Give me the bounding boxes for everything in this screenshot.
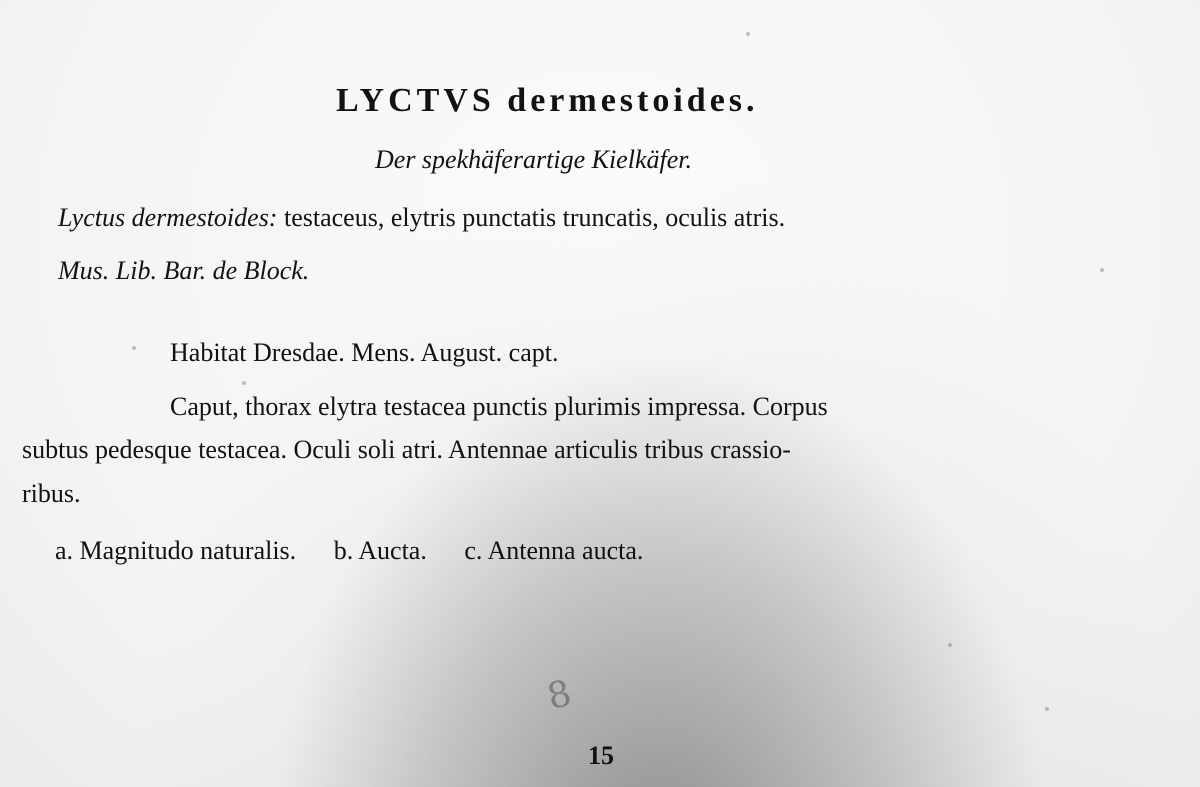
species-characteristics: testaceus, elytris punctatis truncatis, oculis atris. — [283, 203, 786, 232]
habitat-text: Habitat Dresdae. Mens. August. capt. — [170, 338, 559, 367]
page-speck — [1100, 268, 1104, 272]
description-line: Caput, thorax elytra testacea punctis plurimis impressa. Corpus — [170, 392, 828, 421]
page-number: 15 — [588, 741, 614, 770]
handwritten-mark: 8 — [543, 672, 576, 719]
figure-label-b: b. Aucta. — [333, 536, 427, 565]
description-line: subtus pedesque testacea. Oculi soli atri. Antennae articulis tribus crassio- — [22, 435, 791, 464]
museum-reference: Mus. Lib. Bar. de Block. — [58, 256, 310, 285]
species-name: Lyctus dermestoides: — [58, 203, 278, 232]
species-title: LYCTVS dermestoides. — [336, 82, 759, 119]
page-speck — [132, 346, 136, 350]
german-subtitle: Der spekhäferartige Kielkäfer. — [375, 145, 692, 174]
page-speck — [746, 32, 750, 36]
figure-label-a: a. Magnitudo naturalis. — [55, 536, 297, 565]
page-speck — [1045, 707, 1049, 711]
page-speck — [948, 643, 952, 647]
species-definition — [58, 202, 785, 233]
description-line: ribus. — [22, 479, 81, 508]
page-speck — [242, 381, 246, 385]
figure-label-c: c. Antenna aucta. — [464, 536, 644, 565]
figure-legend — [55, 535, 643, 566]
